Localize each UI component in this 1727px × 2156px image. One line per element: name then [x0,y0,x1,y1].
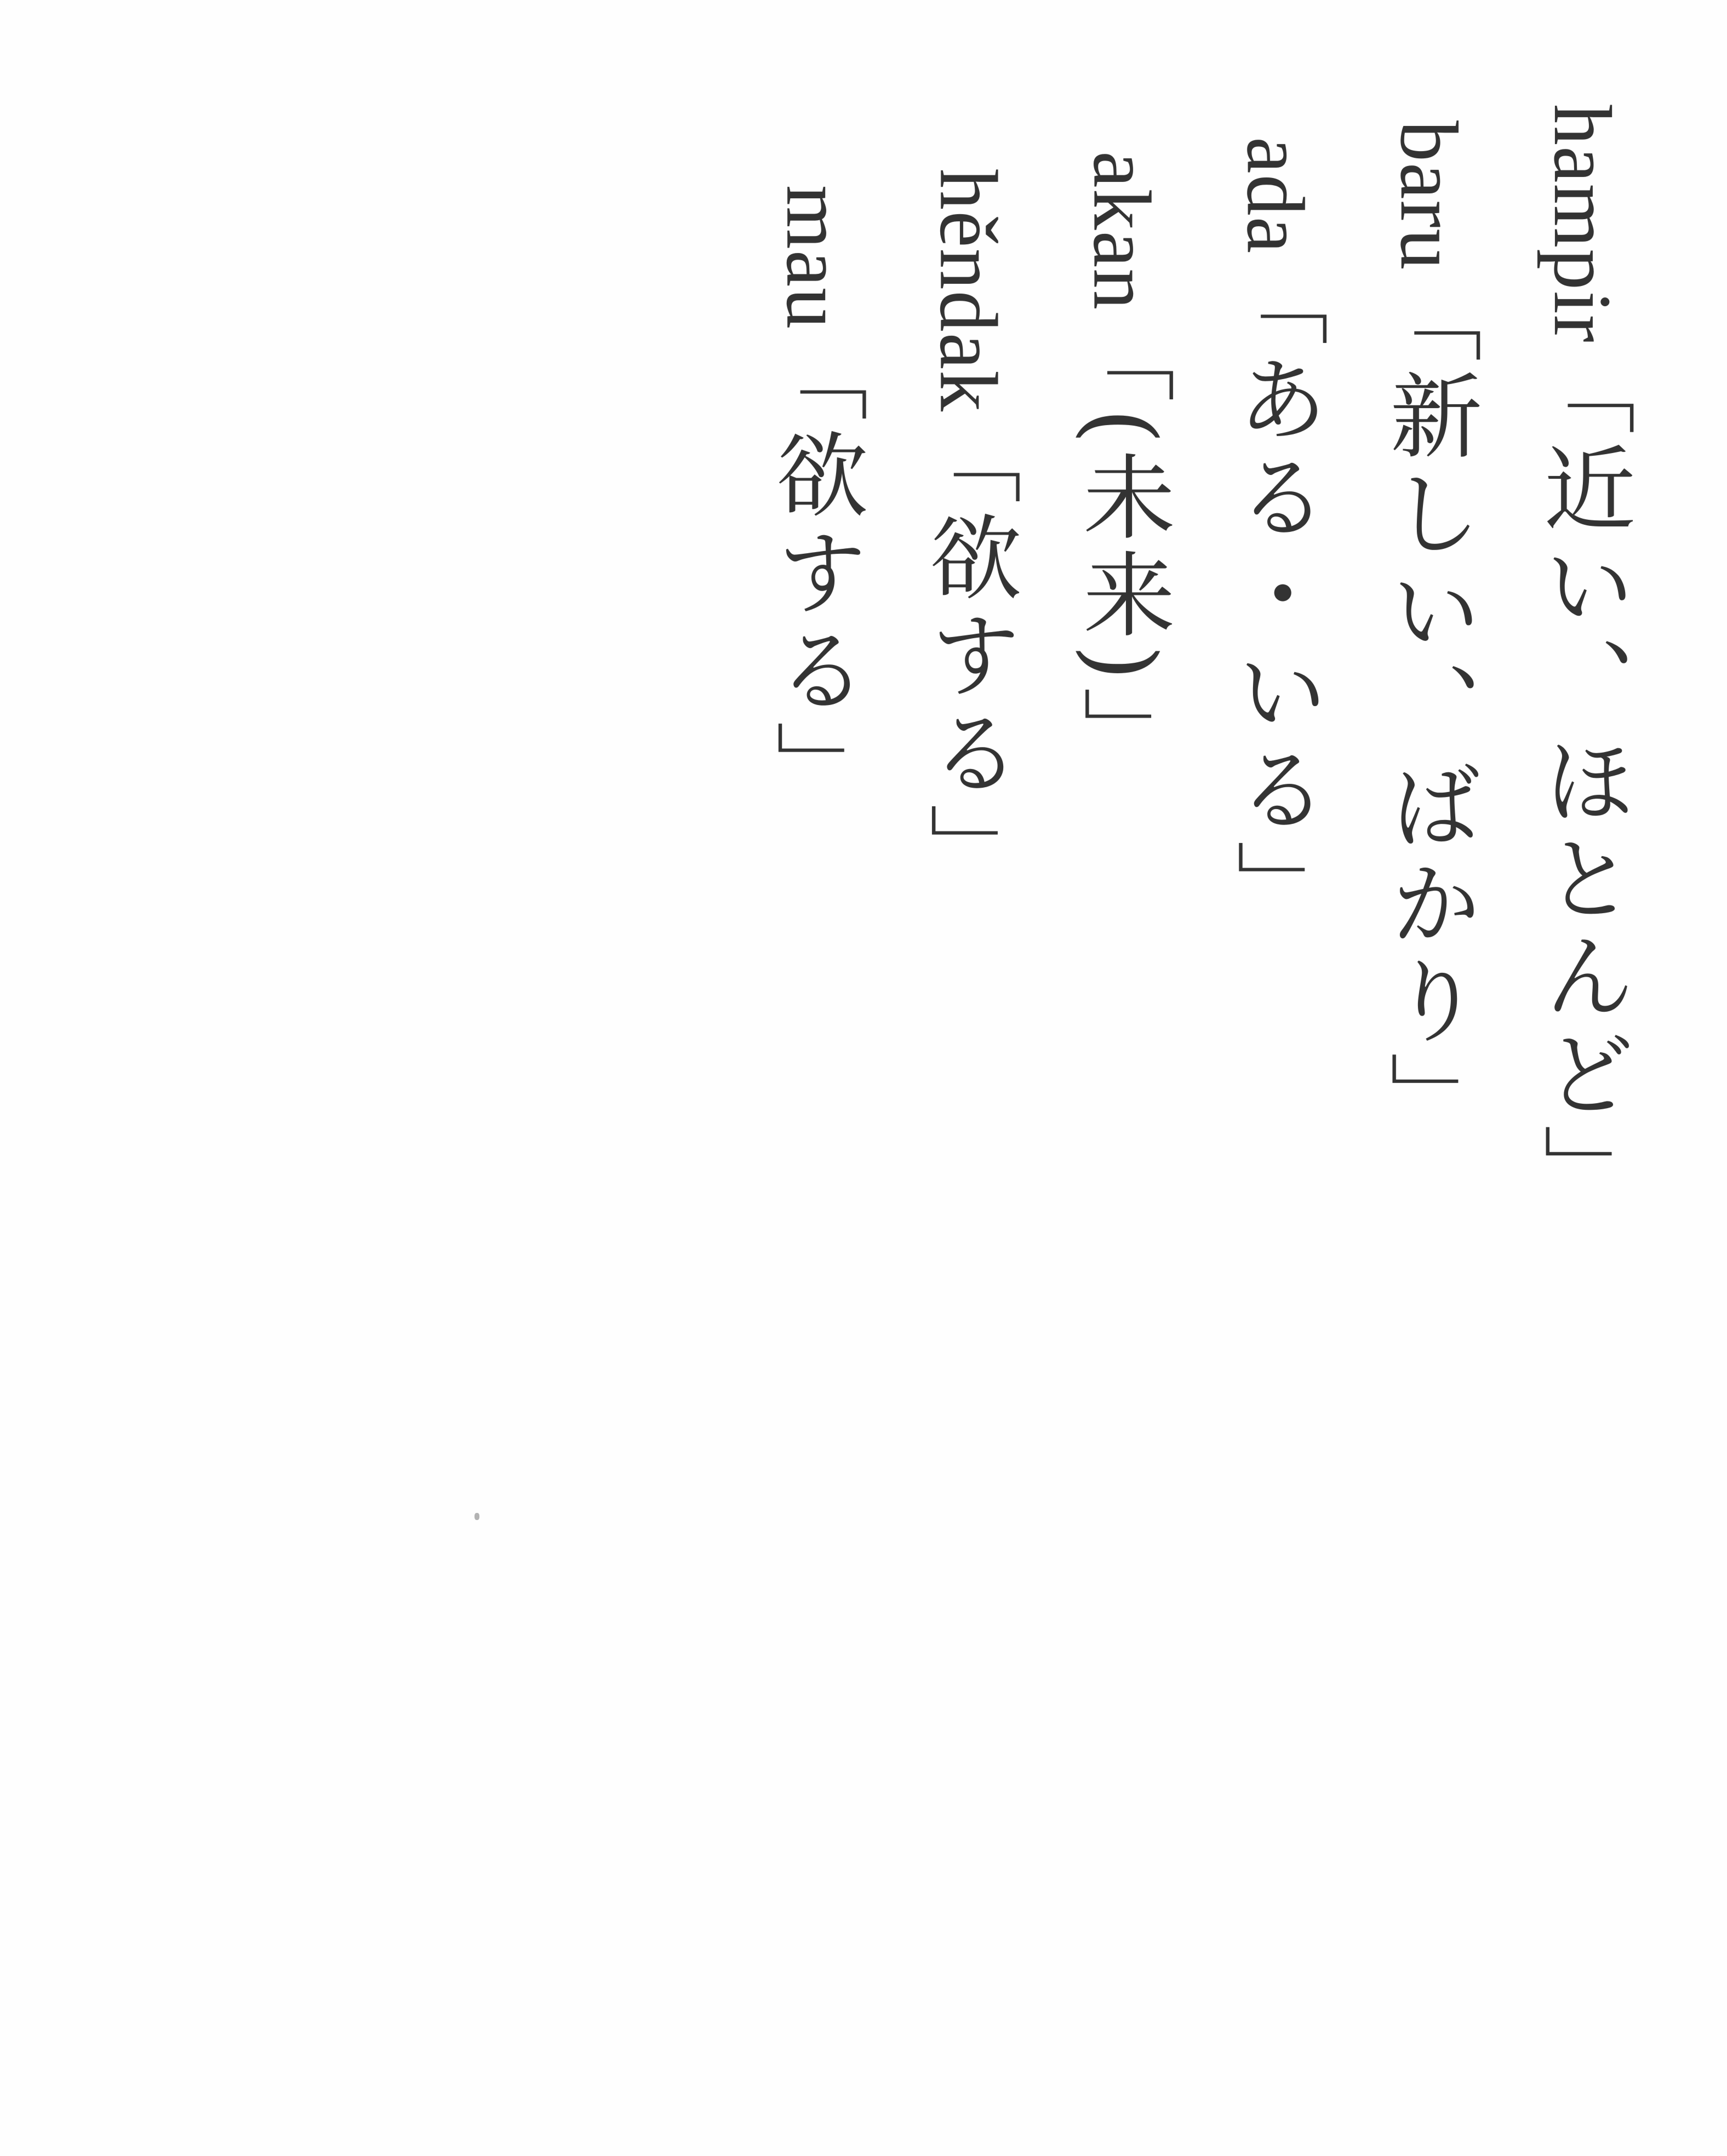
entry-headword: hěndak [923,169,1014,413]
glossary-entry [1068,151,1176,784]
glossary-entry [1375,121,1483,1149]
entry-gloss: 「近い、ほとんど」 [1529,343,1636,1221]
entry-gloss: 「欲する」 [761,330,869,818]
scan-speck [474,1513,479,1520]
entry-gloss: 「欲する」 [914,412,1022,901]
glossary-entry [914,169,1022,901]
glossary-entry [761,185,869,818]
glossary-entry [1221,137,1329,937]
glossary-columns [66,104,1634,2090]
entry-headword: akan [1076,151,1168,311]
entry-headword: hampir [1537,104,1628,343]
entry-headword: ada [1230,137,1321,255]
entry-headword: mau [769,185,861,330]
entry-headword: baru [1383,121,1474,271]
entry-gloss: 「(未来)」 [1068,311,1176,784]
glossary-entry [1531,104,1634,1221]
entry-gloss: 「ある・いる」 [1221,254,1329,937]
entry-gloss: 「新しい、ばかり」 [1375,271,1483,1149]
